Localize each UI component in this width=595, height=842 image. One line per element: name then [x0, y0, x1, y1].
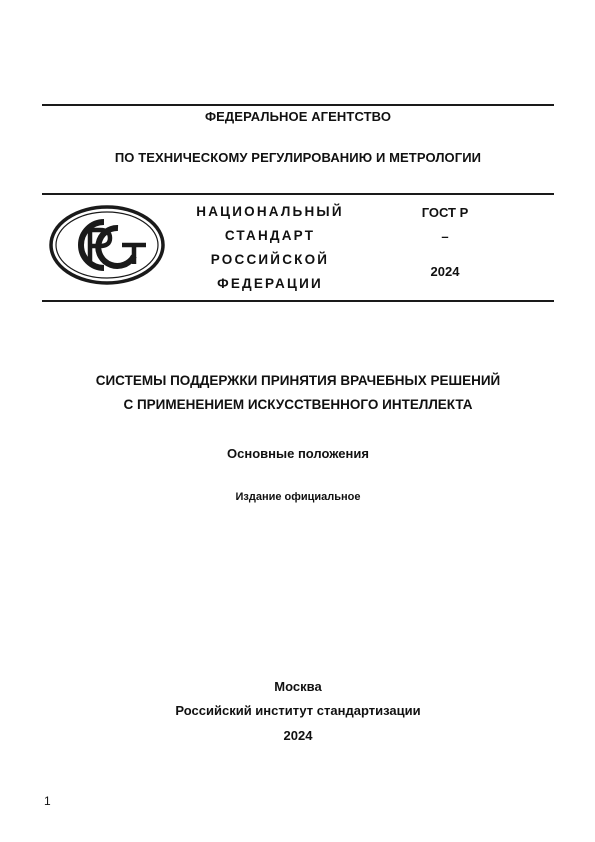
document-subtitle: Основные положения: [227, 446, 369, 461]
agency-divider-rule: [42, 193, 554, 195]
standard-type-line-3: РОССИЙСКОЙ: [210, 252, 330, 267]
standard-type-line-4: ФЕДЕРАЦИИ: [217, 276, 323, 291]
top-rule: [42, 104, 554, 106]
standard-year: 2024: [430, 264, 460, 279]
standard-type-line-1: НАЦИОНАЛЬНЫЙ: [196, 204, 344, 219]
standard-designation: ГОСТ Р: [421, 205, 469, 220]
document-title-line-1: СИСТЕМЫ ПОДДЕРЖКИ ПРИНЯТИЯ ВРАЧЕБНЫХ РЕШЕНИЙ: [95, 373, 501, 388]
agency-name-line-2: ПО ТЕХНИЧЕСКОМУ РЕГУЛИРОВАНИЮ И МЕТРОЛОГИИ: [114, 150, 482, 165]
document-title-line-2: С ПРИМЕНЕНИЕМ ИСКУССТВЕННОГО ИНТЕЛЛЕКТА: [123, 397, 473, 412]
imprint-city: Москва: [274, 679, 322, 694]
standard-number: –: [441, 229, 449, 244]
rst-certification-mark-icon: [48, 204, 166, 286]
page-number: 1: [44, 794, 51, 808]
standard-type-line-2: СТАНДАРТ: [224, 228, 316, 243]
imprint-year: 2024: [283, 728, 313, 743]
imprint-publisher: Российский институт стандартизации: [175, 703, 421, 718]
edition-note: Издание официальное: [235, 491, 361, 503]
standard-block-bottom-rule: [42, 300, 554, 302]
agency-name-line-1: ФЕДЕРАЛЬНОЕ АГЕНТСТВО: [204, 109, 392, 124]
